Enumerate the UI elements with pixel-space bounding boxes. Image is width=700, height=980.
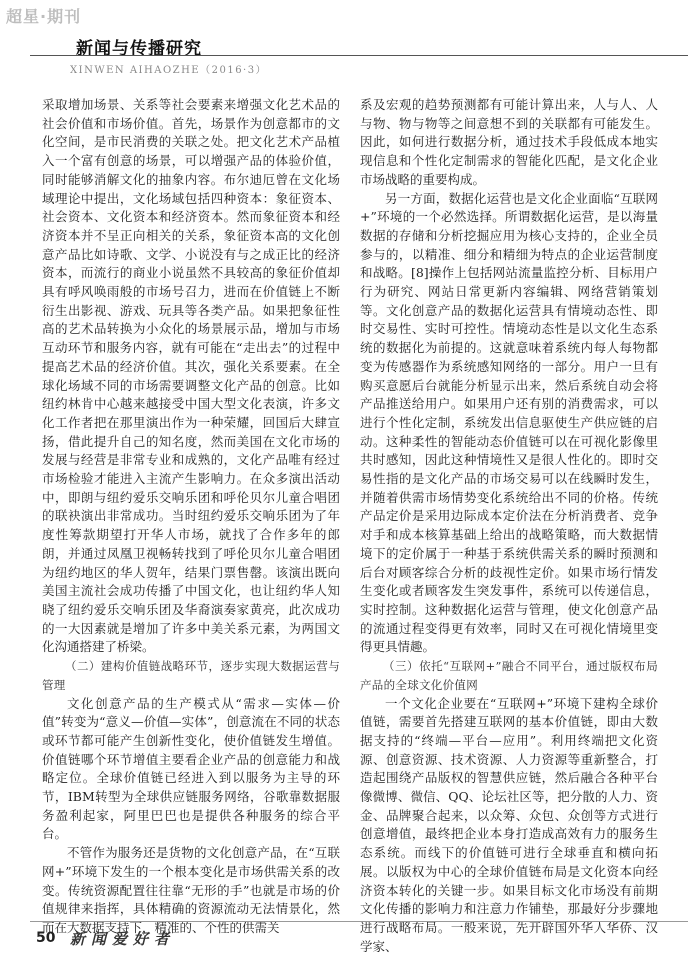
- section-title: 新闻与传播研究: [76, 39, 202, 59]
- paragraph: 系及宏观的趋势预测都有可能计算出来，人与人、人与物、物与物等之间意想不到的关联都有可能发生。因此，如何进行数据分析，通过技术手段低成本地实现信息和个性化定制需求的智能化匹配，是文化企业市场战略的重要构成。: [360, 97, 658, 187]
- journal-badge: 超星·期刊: [6, 7, 82, 26]
- masthead-logo: 新闻爱好者: [70, 930, 176, 948]
- paragraph: 另一方面，数据化运营也是文化企业面临“互联网+”环境的一个必然选择。所谓数据化运营，是以海量数据的存储和分析挖掘应用为核心支持的，企业全员参与的，以精准、细分和精细为特点的企业运营制度和战略。[8]操作上包括网站流量监控分析、目标用户行为研究、网站日常更新内容编辑、网络营销策划等。文化创意产品的数据化运营具有情境动态性、即时交易性、实时可控性。情境动态性是以文化生态系统的数据化为前提的。这就意味着系统内每人每物都变为传感器作为系统感知网络的一部分。用户一旦有购买意愿后台就能分析显示出来，然后系统自动会将产品推送给用户。如果用户还有别的消费需求，可以进行个性化定制，系统发出信息驱使生产供应链的启动。这种柔性的智能动态价值链可以在可视化影像里共时感知，因此这种情境性又是很人性化的。即时交易性指的是文化产品的市场交易可以在线瞬时发生，并随着供需市场情势变化系统给出不同的价格。传统产品定价是采用边际成本定价法在分析消费者、竞争对手和成本核算基础上给出的战略策略，而大数据情境下的定价属于一种基于系统供需关系的瞬时预测和后台对顾客综合分析的歧视性定价。如果市场行情发生变化或者顾客发生突发事件，系统可以传递信息，实时控制。这种数据化运营与管理，使文化创意产品的流通过程变得更有效率，同时又在可视化情境里变得更具情趣。: [360, 190, 658, 655]
- section-heading: （三）依托“互联网+”融合不同平台，通过版权布局产品的全球文化价值网: [360, 659, 658, 692]
- paragraph: 文化创意产品的生产模式从“需求—实体—价值”转变为“意义—价值—实体”，创意流在不同的状态或环节都可能产生创新性变化，使价值链发生增值。价值链哪个环节增值主要看企业产品的创意能力和战略定位。全球价值链已经进入到以服务为主导的环节，IBM转型为全球供应链服务网络，谷歌靠数据服务盈利起家，阿里巴巴也是提供各种服务的综合平台。: [42, 695, 340, 842]
- paragraph: 采取增加场景、关系等社会要素来增强文化艺术品的社会价值和市场价值。首先，场景作为创意都市的文化空间，是市民消费的关联之处。把文化艺术产品植入一个富有创意的场景，可以增强产品的体验价值，同时能够消解文化的抽象内容。布尔迪厄曾在文化场域理论中提出，文化场域包括四种资本：象征资本、社会资本、文化资本和经济资本。然而象征资本和经济资本并不呈正向相关的关系，象征资本高的文化创意产品比如诗歌、文学、小说没有与之成正比的经济资本，而流行的商业小说虽然不具较高的象征价值却具有呼风唤雨般的市场号召力，进而在价值链上不断衍生出影视、游戏、玩具等各类产品。如果把象征性高的艺术品转换为小众化的场景展示品，增加与市场互动环节和服务内容，就有可能在“走出去”的过程中提高艺术品的经济价值。其次，强化关系要素。在全球化场域不同的市场需要调整文化产品的创意。比如纽约林肯中心越来越接受中国大型文化表演，许多文化工作者把在那里演出作为一种荣耀，回国后大肆宣扬，借此提升自己的知名度，然而美国在文化市场的发展与经营是非常专业和成熟的，文化产品唯有经过市场检验才能进入主流产生影响力。在众多演出活动中，即朗与纽约爱乐交响乐团和呼伦贝尔儿童合唱团的联袂演出非常成功。当时纽约爱乐交响乐团为了年度性筹款期望打开华人市场，就找了合作多年的郎朗，并通过凤凰卫视畅转找到了呼伦贝尔儿童合唱团为纽约地区的华人贺年，结果门票售罄。该演出既向美国主流社会成功传播了中国文化，也让纽约华人知晓了纽约爱乐交响乐团及华裔演奏家黄亮，此次成功的一大因素就是增加了许多中美关系元素，为两国文化沟通搭建了桥梁。: [42, 97, 340, 655]
- footer-divider: [30, 921, 688, 922]
- paragraph: 一个文化企业要在“互联网+”环境下建构全球价值链，需要首先搭建互联网的基本价值链，即由大数据支持的“终端—平台—应用”。利用终端把文化资源、创意资源、技术资源、人力资源等重新整合，打造起围绕产品版权的智慧供应链，然后融合各种平台像微博、微信、QQ、论坛社区等，把分散的人力、资金、品牌聚合起来，以众筹、众包、众创等方式进行创意增值，最终把企业本身打造成高效有力的服务生态系统。而线下的价值链可进行全球垂直和横向拓展。以版权为中心的全球价值链布局是文化资本向经济资本转化的关键一步。如果目标文化市场没有前期文化传播的影响力和注意力作铺垫，那最好分步骤地进行战略布局。一般来说，先开辟国外华人华侨、汉学家、: [360, 695, 658, 954]
- right-column: [360, 96, 658, 956]
- section-heading: （二）建构价值链战略环节，逐步实现大数据运营与管理: [42, 659, 340, 692]
- left-column: [42, 96, 340, 938]
- header-divider: [30, 55, 688, 56]
- journal-issue-line: XINWEN AIHAOZHE（2016·3）: [70, 65, 268, 76]
- page-number: 50: [36, 930, 56, 946]
- paragraph: 不管作为服务还是货物的文化创意产品，在“互联网+”环境下发生的一个根本变化是市场供需关系的改变。传统资源配置往往靠“无形的手”也就是市场的价值规律来指挥，具体精确的资源流动无法情景化，然而在大数据支持下，精准的、个性的供需关: [42, 845, 340, 935]
